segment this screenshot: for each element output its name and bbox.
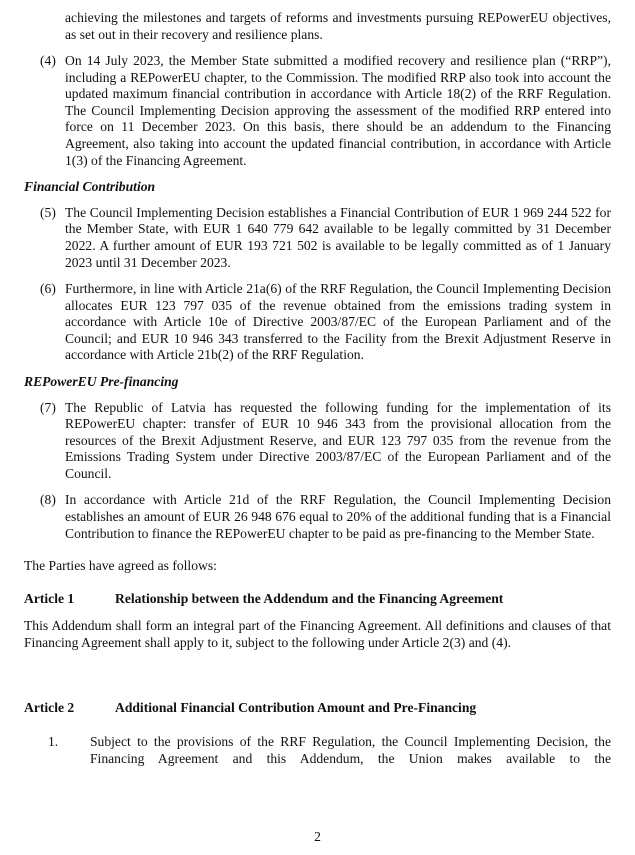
paragraph-text: On 14 July 2023, the Member State submitted a modified recovery and resilience plan (“RRP”), including a REPowerEU chapter, to the Commission. The modified RRP also took into account the updated maximum financial contribution in accordance with Article 18(2) of the RRF Regulation. The Council Implementing Decision approving the assessment of the modified RRP entered into force on 11 December 2023. On this basis, there should be an addendum to the Financing Agreement, also taking into account the updated financial contribution, in accordance with Article 1(3) of the Financing Agreement. [65,53,611,168]
paragraph-number: (5) [40,204,56,220]
section-heading-financial-contribution: Financial Contribution [24,179,156,195]
numbered-paragraph-6 [40,281,611,364]
page-number: 2 [314,829,321,845]
paragraph-number: 1. [48,734,59,750]
paragraph-number: (6) [40,281,56,297]
article-1-heading [24,591,611,608]
article-2-heading [24,700,611,717]
numbered-paragraph-8 [40,492,611,542]
paragraph-text: The Council Implementing Decision establishes a Financial Contribution of EUR 1 969 244 522 for the Member State, with EUR 1 640 779 642 available to be legally committed by 31 December 2022. A further amount of EUR 193 721 502 is available to be legally committed as of 1 January 2023 until 31 December 2023. [65,204,611,270]
paragraph-text: Subject to the provisions of the RRF Regulation, the Council Implementing Decision, the Financing Agreement and this Addendum, the Union makes available to the [90,734,611,766]
article-1-body: This Addendum shall form an integral part of the Financing Agreement. All definitions and clauses of that Financing Agreement shall apply to it, subject to the following under Article 2(3) and (4). [24,618,611,650]
paragraph-text: Furthermore, in line with Article 21a(6) of the RRF Regulation, the Council Implementing Decision allocates EUR 123 797 035 of the revenue obtained from the emissions trading system in accordance with Article 10e of Directive 2003/87/EC of the European Parliament and of the Council; and EUR 10 946 343 transferred to the Facility from the Brexit Adjustment Reserve in accordance with Article 21b(2) of the RRF Regulation. [65,281,611,363]
paragraph-number: (8) [40,492,56,508]
article-2-label: Article 2 [24,699,75,715]
numbered-paragraph-4 [40,53,611,169]
numbered-paragraph-7 [40,400,611,483]
numbered-paragraph-5 [40,205,611,271]
paragraph-number: (7) [40,399,56,415]
continuation-paragraph: achieving the milestones and targets of reforms and investments pursuing REPowerEU objectives, as set out in their recovery and resilience plans. [65,10,611,42]
parties-agreed-paragraph: The Parties have agreed as follows: [24,558,217,574]
article-2-numbered-paragraph-1 [48,734,611,767]
article-1-label: Article 1 [24,590,75,606]
article-2-title: Additional Financial Contribution Amount and Pre-Financing [115,699,477,715]
section-heading-repowereu-prefinancing: REPowerEU Pre-financing [24,373,179,389]
paragraph-text: In accordance with Article 21d of the RRF Regulation, the Council Implementing Decision establishes an amount of EUR 26 948 676 equal to 20% of the additional funding that is a Financial Contribution to finance the REPowerEU chapter to be paid as pre-financing to the Member State. [65,492,611,541]
article-1-title: Relationship between the Addendum and the Financing Agreement [115,590,504,606]
paragraph-number: (4) [40,53,56,69]
paragraph-text: The Republic of Latvia has requested the following funding for the implementation of its REPowerEU chapter: transfer of EUR 10 946 343 from the provisional allocation from the resources of the Brexit Adjustment Reserve, and EUR 123 797 035 from the revenue from the Emissions Trading System under Directive 2003/87/EC of the European Parliament and of the Council. [65,399,611,481]
